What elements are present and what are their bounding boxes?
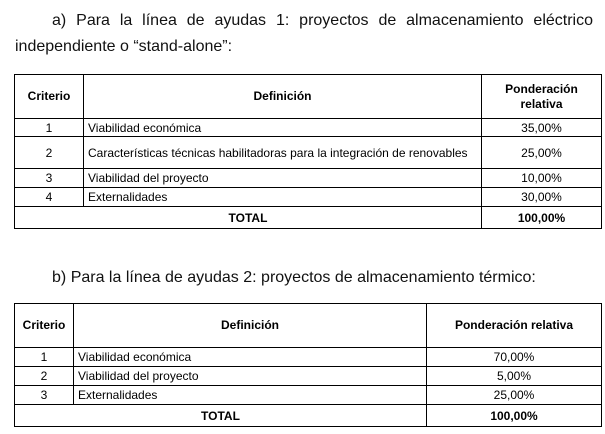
header-ponderacion: Ponderación relativa <box>427 304 602 348</box>
section-b-heading <box>52 265 592 291</box>
ponderacion-cell: 25,00% <box>482 137 602 169</box>
header-criterio: Criterio <box>15 75 84 119</box>
header-criterio: Criterio <box>15 304 74 348</box>
header-definicion: Definición <box>74 304 427 348</box>
section-b-label: b) <box>52 269 67 286</box>
table-row <box>15 386 602 405</box>
criteria-table-a <box>14 74 602 229</box>
ponderacion-cell: 30,00% <box>482 188 602 207</box>
criterio-cell: 3 <box>15 386 74 405</box>
section-a-heading-text: Para la línea de ayudas 1: proyectos de almacenamiento eléctrico independiente o “stand-alone”: <box>15 12 594 55</box>
header-ponderacion: Ponderación relativa <box>482 75 602 119</box>
total-row <box>15 207 602 229</box>
table-row <box>15 137 602 169</box>
definicion-cell: Viabilidad del proyecto <box>84 169 482 188</box>
ponderacion-cell: 35,00% <box>482 119 602 137</box>
total-label: TOTAL <box>15 405 427 427</box>
section-a-label: a) <box>52 12 67 29</box>
definicion-cell: Viabilidad del proyecto <box>74 367 427 386</box>
criteria-table-b <box>14 303 602 427</box>
ponderacion-cell: 5,00% <box>427 367 602 386</box>
criterio-cell: 2 <box>15 367 74 386</box>
definicion-cell: Externalidades <box>74 386 427 405</box>
ponderacion-cell: 70,00% <box>427 348 602 367</box>
definicion-cell: Viabilidad económica <box>84 119 482 137</box>
section-b-heading-text: Para la línea de ayudas 2: proyectos de almacenamiento térmico: <box>70 269 536 286</box>
criterio-cell: 3 <box>15 169 84 188</box>
total-value: 100,00% <box>427 405 602 427</box>
criterio-cell: 2 <box>15 137 84 169</box>
table-row <box>15 367 602 386</box>
definicion-cell: Viabilidad económica <box>74 348 427 367</box>
criterio-cell: 4 <box>15 188 84 207</box>
definicion-cell: Características técnicas habilitadoras para la integración de renovables <box>84 137 482 169</box>
table-row <box>15 188 602 207</box>
table-header-row <box>15 304 602 348</box>
header-definicion: Definición <box>84 75 482 119</box>
criterio-cell: 1 <box>15 119 84 137</box>
table-row <box>15 348 602 367</box>
table-row <box>15 119 602 137</box>
ponderacion-cell: 25,00% <box>427 386 602 405</box>
total-label: TOTAL <box>15 207 482 229</box>
section-a-heading <box>15 8 593 60</box>
ponderacion-cell: 10,00% <box>482 169 602 188</box>
criterio-cell: 1 <box>15 348 74 367</box>
table-row <box>15 169 602 188</box>
table-header-row <box>15 75 602 119</box>
total-row <box>15 405 602 427</box>
total-value: 100,00% <box>482 207 602 229</box>
definicion-cell: Externalidades <box>84 188 482 207</box>
